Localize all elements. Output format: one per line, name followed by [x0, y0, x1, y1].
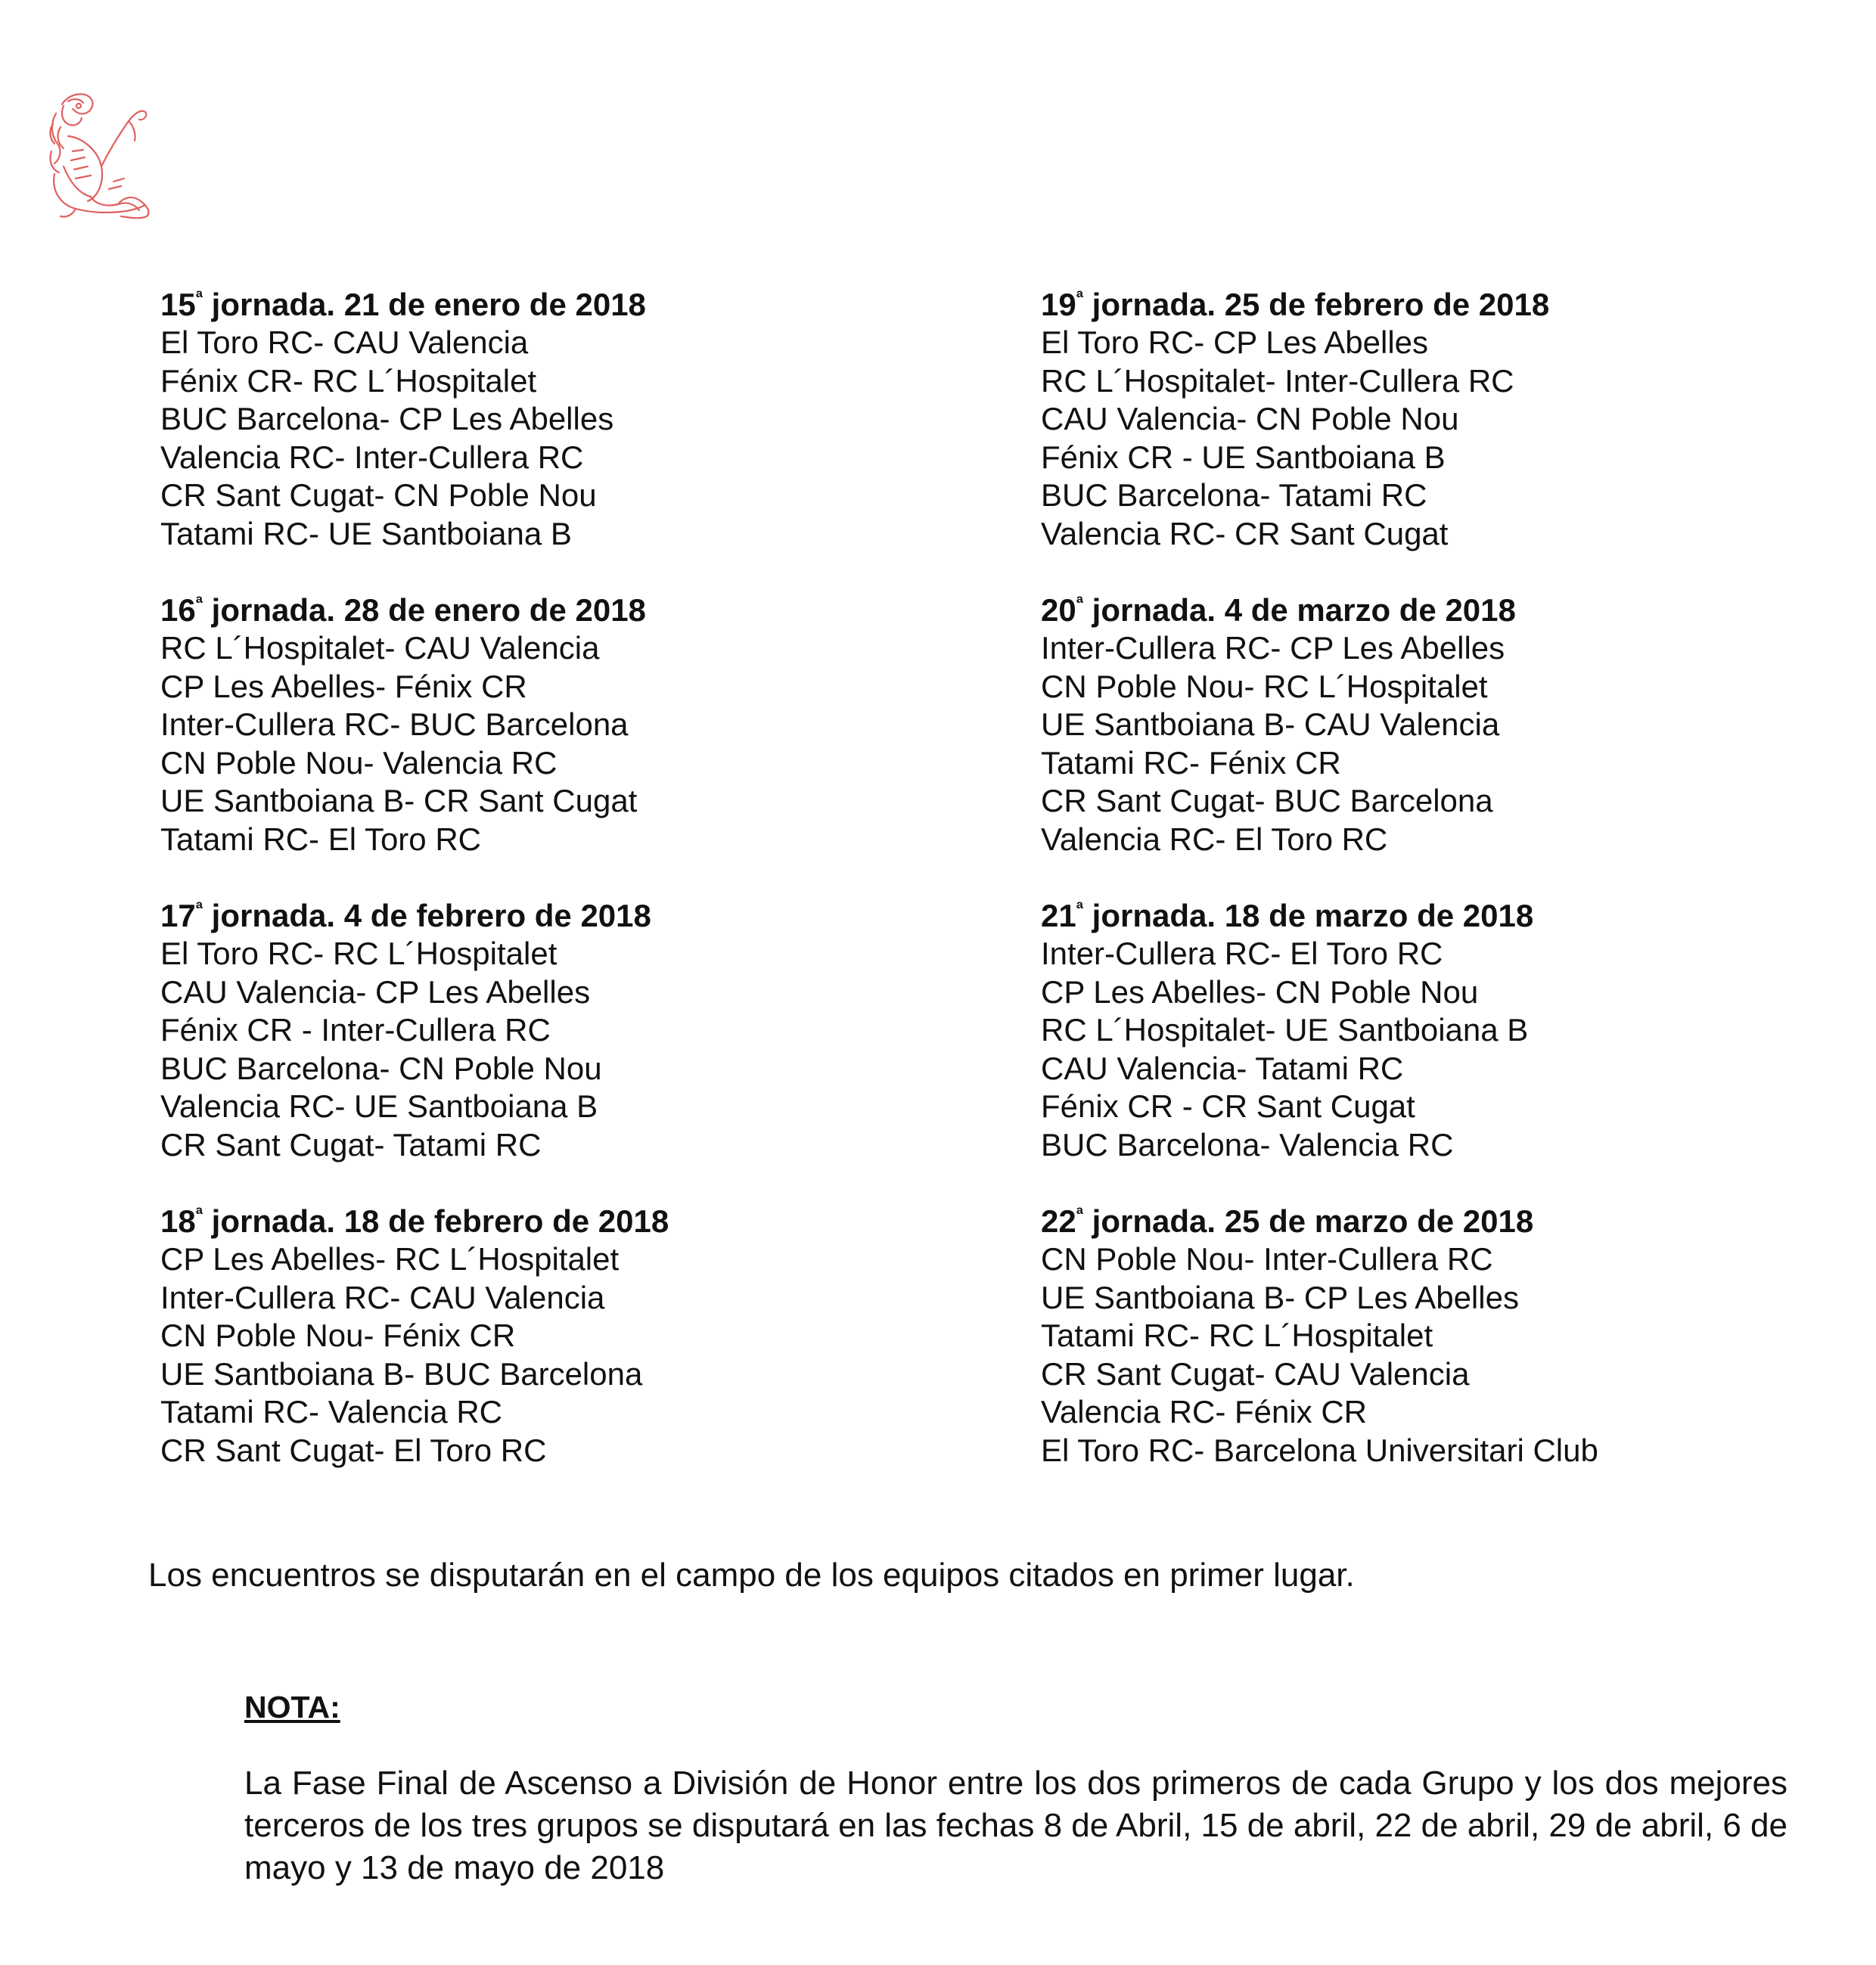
match-line: Valencia RC- UE Santboiana B	[160, 1088, 598, 1124]
round-date: jornada. 18 de marzo de 2018	[1082, 898, 1534, 933]
round-title	[160, 591, 917, 629]
match-line: CN Poble Nou- Fénix CR	[160, 1318, 516, 1353]
match-line: Valencia RC- El Toro RC	[1041, 821, 1388, 857]
match-line: CR Sant Cugat- El Toro RC	[160, 1432, 547, 1468]
round-ordinal: ª	[1076, 1204, 1083, 1225]
match-line: BUC Barcelona- CN Poble Nou	[160, 1050, 602, 1086]
match-line: Fénix CR - Inter-Cullera RC	[160, 1012, 551, 1048]
match-line: CP Les Abelles- CN Poble Nou	[1041, 973, 1479, 1010]
match-line: El Toro RC- RC L´Hospitalet	[160, 936, 558, 971]
round-title	[160, 1203, 917, 1240]
match-line: CP Les Abelles- Fénix CR	[160, 668, 527, 704]
round-number: 17	[160, 898, 196, 933]
match-line: CR Sant Cugat- CN Poble Nou	[160, 477, 597, 513]
round-ordinal: ª	[1076, 899, 1083, 920]
match-line: BUC Barcelona- Valencia RC	[1041, 1126, 1454, 1163]
match-line: Tatami RC- RC L´Hospitalet	[1041, 1318, 1433, 1353]
round-number: 20	[1041, 592, 1076, 628]
match-line: Valencia RC- CR Sant Cugat	[1041, 515, 1449, 551]
footer-note: Los encuentros se disputarán en el campo de los equipos citados en primer lugar.	[148, 1557, 1355, 1594]
match-line: Tatami RC- El Toro RC	[160, 821, 481, 857]
match-line: Inter-Cullera RC- CAU Valencia	[160, 1279, 605, 1315]
match-line: Inter-Cullera RC- El Toro RC	[1041, 936, 1443, 971]
match-line: Valencia RC- Fénix CR	[1041, 1394, 1368, 1430]
match-line: Inter-Cullera RC- BUC Barcelona	[160, 706, 629, 742]
round-number: 18	[160, 1203, 196, 1239]
round-number: 19	[1041, 287, 1076, 322]
lion-logo	[45, 91, 159, 223]
match-line: Fénix CR - CR Sant Cugat	[1041, 1088, 1415, 1124]
round-block	[160, 286, 917, 553]
match-line: CAU Valencia- CP Les Abelles	[160, 973, 591, 1010]
match-line: CN Poble Nou- RC L´Hospitalet	[1041, 668, 1488, 704]
round-ordinal: ª	[195, 287, 203, 309]
match-line: CR Sant Cugat- Tatami RC	[160, 1126, 542, 1163]
round-block	[1041, 286, 1797, 553]
round-block	[1041, 1203, 1797, 1470]
match-line: RC L´Hospitalet- CAU Valencia	[160, 630, 600, 666]
round-ordinal: ª	[195, 593, 203, 614]
round-title	[1041, 1203, 1797, 1240]
round-number: 22	[1041, 1203, 1076, 1239]
nota-text: La Fase Final de Ascenso a División de Honor entre los dos primeros de cada Grupo y los dos mejores terceros de los tres grupos se disputará en las fechas 8 de Abril, 15 de abril, 22 de abril, 29 de abril, 6 de mayo y 13 de mayo de 2018	[244, 1765, 1787, 1886]
nota-label: NOTA:	[244, 1690, 340, 1724]
lion-logo-icon	[45, 91, 159, 223]
round-date: jornada. 25 de febrero de 2018	[1082, 287, 1550, 322]
match-line: Tatami RC- Fénix CR	[1041, 744, 1341, 781]
round-title	[1041, 286, 1797, 324]
match-line: CAU Valencia- Tatami RC	[1041, 1050, 1404, 1086]
round-date: jornada. 25 de marzo de 2018	[1082, 1203, 1534, 1239]
match-line: RC L´Hospitalet- Inter-Cullera RC	[1041, 362, 1514, 399]
round-number: 15	[160, 287, 196, 322]
round-ordinal: ª	[1076, 287, 1083, 309]
round-number: 16	[160, 592, 196, 628]
match-line: Tatami RC- UE Santboiana B	[160, 515, 572, 551]
match-line: CAU Valencia- CN Poble Nou	[1041, 401, 1459, 436]
match-line: CP Les Abelles- RC L´Hospitalet	[160, 1241, 620, 1277]
round-date: jornada. 18 de febrero de 2018	[202, 1203, 669, 1239]
round-date: jornada. 21 de enero de 2018	[202, 287, 646, 322]
round-title	[160, 286, 917, 324]
match-line: Tatami RC- Valencia RC	[160, 1394, 503, 1430]
match-line: UE Santboiana B- CAU Valencia	[1041, 706, 1500, 742]
match-line: UE Santboiana B- BUC Barcelona	[160, 1355, 643, 1392]
round-title	[1041, 591, 1797, 629]
round-ordinal: ª	[195, 1204, 203, 1225]
left-column	[160, 286, 917, 1470]
round-number: 21	[1041, 898, 1076, 933]
round-title	[160, 897, 917, 935]
match-line: UE Santboiana B- CR Sant Cugat	[160, 783, 638, 818]
round-date: jornada. 28 de enero de 2018	[202, 592, 646, 628]
match-line: El Toro RC- Barcelona Universitari Club	[1041, 1432, 1598, 1468]
round-ordinal: ª	[195, 899, 203, 920]
match-line: UE Santboiana B- CP Les Abelles	[1041, 1279, 1519, 1315]
match-line: El Toro RC- CAU Valencia	[160, 324, 529, 360]
round-date: jornada. 4 de febrero de 2018	[202, 898, 651, 933]
match-line: Inter-Cullera RC- CP Les Abelles	[1041, 630, 1505, 666]
round-block	[160, 591, 917, 858]
round-title	[1041, 897, 1797, 935]
match-line: Valencia RC- Inter-Cullera RC	[160, 439, 584, 475]
match-line: CN Poble Nou- Valencia RC	[160, 744, 558, 781]
round-block	[160, 1203, 917, 1470]
match-line: Fénix CR - UE Santboiana B	[1041, 439, 1446, 475]
right-column	[1041, 286, 1797, 1470]
round-ordinal: ª	[1076, 593, 1083, 614]
match-line: BUC Barcelona- CP Les Abelles	[160, 401, 614, 436]
match-line: CR Sant Cugat- CAU Valencia	[1041, 1355, 1470, 1392]
match-line: CR Sant Cugat- BUC Barcelona	[1041, 783, 1493, 818]
match-line: El Toro RC- CP Les Abelles	[1041, 324, 1429, 360]
match-line: RC L´Hospitalet- UE Santboiana B	[1041, 1012, 1529, 1048]
match-line: CN Poble Nou- Inter-Cullera RC	[1041, 1241, 1493, 1277]
match-line: Fénix CR- RC L´Hospitalet	[160, 362, 537, 399]
round-block	[1041, 591, 1797, 858]
round-block	[1041, 897, 1797, 1164]
match-line: BUC Barcelona- Tatami RC	[1041, 477, 1427, 513]
round-date: jornada. 4 de marzo de 2018	[1082, 592, 1516, 628]
round-block	[160, 897, 917, 1164]
